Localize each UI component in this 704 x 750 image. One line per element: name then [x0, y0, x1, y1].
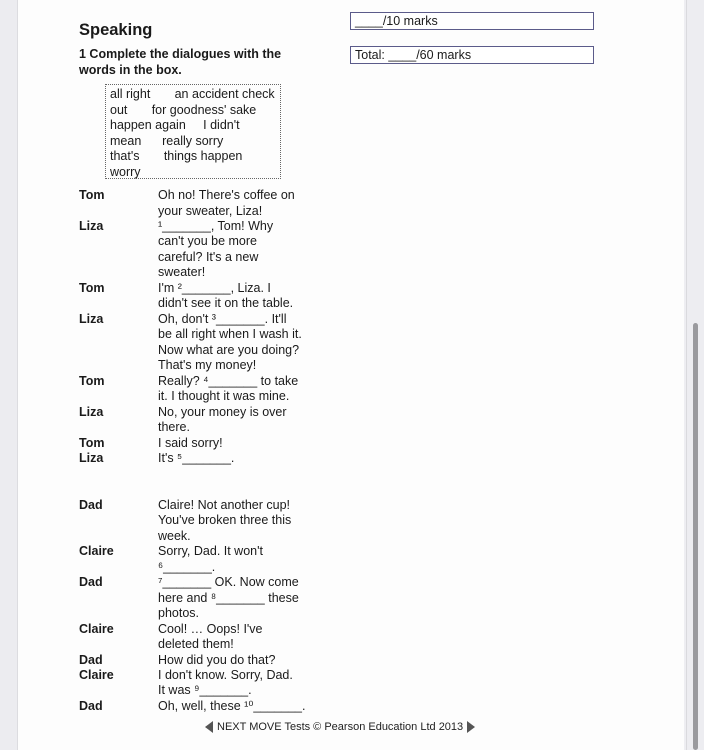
dialogue-line: I said sorry! [158, 436, 223, 450]
previous-page-arrow-icon[interactable] [205, 721, 213, 733]
exercise-instruction: 1 Complete the dialogues with the words in the box. [79, 47, 282, 77]
dialogue-line: You've broken three this [158, 513, 292, 527]
speaker-liza: Liza [79, 405, 104, 419]
footer-text: NEXT MOVE Tests © Pearson Education Ltd 2013 [217, 721, 464, 733]
section-marks-box [350, 12, 594, 30]
speaker-liza: Liza [79, 219, 104, 233]
dialogue-line: be all right when I wash it. [158, 327, 302, 341]
scrollbar-thumb[interactable] [693, 323, 698, 750]
dialogue-line[interactable]: ¹_______, Tom! Why [158, 219, 274, 233]
speaker-tom: Tom [79, 374, 105, 388]
section-marks-blank[interactable]: ____ [355, 14, 383, 28]
speaker-claire: Claire [79, 544, 114, 558]
speaker-tom: Tom [79, 281, 105, 295]
total-label: Total: [355, 48, 385, 62]
dialogue-line[interactable]: here and ⁸_______ these [158, 591, 299, 605]
word-item: things happen [163, 149, 243, 163]
dialogue-line: week. [158, 529, 191, 543]
total-marks-box [350, 46, 594, 64]
speaker-tom: Tom [79, 188, 105, 202]
dialogue-line[interactable]: ⁷_______ OK. Now come [158, 575, 299, 589]
dialogue-line: didn't see it on the table. [158, 296, 294, 310]
word-item: worry [110, 164, 141, 179]
dialogue-line: Claire! Not another cup! [158, 498, 291, 512]
dialogue-line: photos. [158, 606, 200, 620]
speaker-dad: Dad [79, 498, 103, 512]
word-item: an accident [174, 87, 239, 101]
dialogue-line: there. [158, 420, 190, 434]
dialogue-line[interactable]: I'm ²_______, Liza. I [158, 281, 271, 295]
dialogue-line: careful? It's a new [158, 250, 259, 264]
speaker-tom: Tom [79, 436, 105, 450]
dialogue-line: Now what are you doing? [158, 343, 300, 357]
section-heading: Speaking [79, 21, 153, 39]
dialogue-line: deleted them! [158, 637, 234, 651]
word-item: happen again [110, 118, 186, 132]
dialogue-line[interactable]: Really? ⁴_______ to take [158, 374, 299, 388]
dialogue-line[interactable]: It's ⁵_______. [158, 451, 235, 465]
next-page-arrow-icon[interactable] [467, 721, 475, 733]
dialogue-line: That's my money! [158, 358, 257, 372]
left-gutter [0, 0, 18, 750]
dialogue-line: sweater! [158, 265, 206, 279]
speaker-dad: Dad [79, 575, 103, 589]
dialogue-line: your sweater, Liza! [158, 204, 263, 218]
speaker-claire: Claire [79, 622, 114, 636]
speaker-dad: Dad [79, 653, 103, 667]
word-item: really sorry [162, 133, 224, 148]
dialogue-line: I don't know. Sorry, Dad. [158, 668, 293, 682]
dialogue-line: No, your money is over [158, 405, 287, 419]
dialogue-line: Cool! … Oops! I've [158, 622, 263, 636]
speaker-dad: Dad [79, 699, 103, 713]
word-item: for goodness' sake [151, 102, 257, 117]
dialogue-line: How did you do that? [158, 653, 276, 667]
section-marks-label: /10 marks [382, 14, 438, 28]
dialogue-line: it. I thought it was mine. [158, 389, 290, 403]
dialogue-line[interactable]: Oh, don't ³_______. It'll [158, 312, 287, 326]
total-marks-blank[interactable]: ____ [388, 48, 417, 62]
speaker-claire: Claire [79, 668, 114, 682]
word-item: that's [110, 149, 140, 163]
total-marks-label: /60 marks [416, 48, 472, 62]
dialogue-line: Oh no! There's coffee on [158, 188, 295, 202]
word-item: all right [110, 87, 151, 101]
dialogue-line[interactable]: ⁶_______. [158, 560, 216, 574]
speaker-liza: Liza [79, 312, 104, 326]
dialogue-line[interactable]: It was ⁹_______. [158, 683, 252, 697]
dialogue-line: can't you be more [158, 234, 257, 248]
word-item: check out [110, 87, 275, 117]
dialogue-line[interactable]: Oh, well, these ¹⁰_______. [158, 699, 306, 713]
dialogue-line: Sorry, Dad. It won't [158, 544, 263, 558]
page-footer [205, 721, 475, 733]
word-item: I didn't mean [110, 118, 240, 148]
speaker-liza: Liza [79, 451, 104, 465]
word-box [105, 84, 281, 179]
